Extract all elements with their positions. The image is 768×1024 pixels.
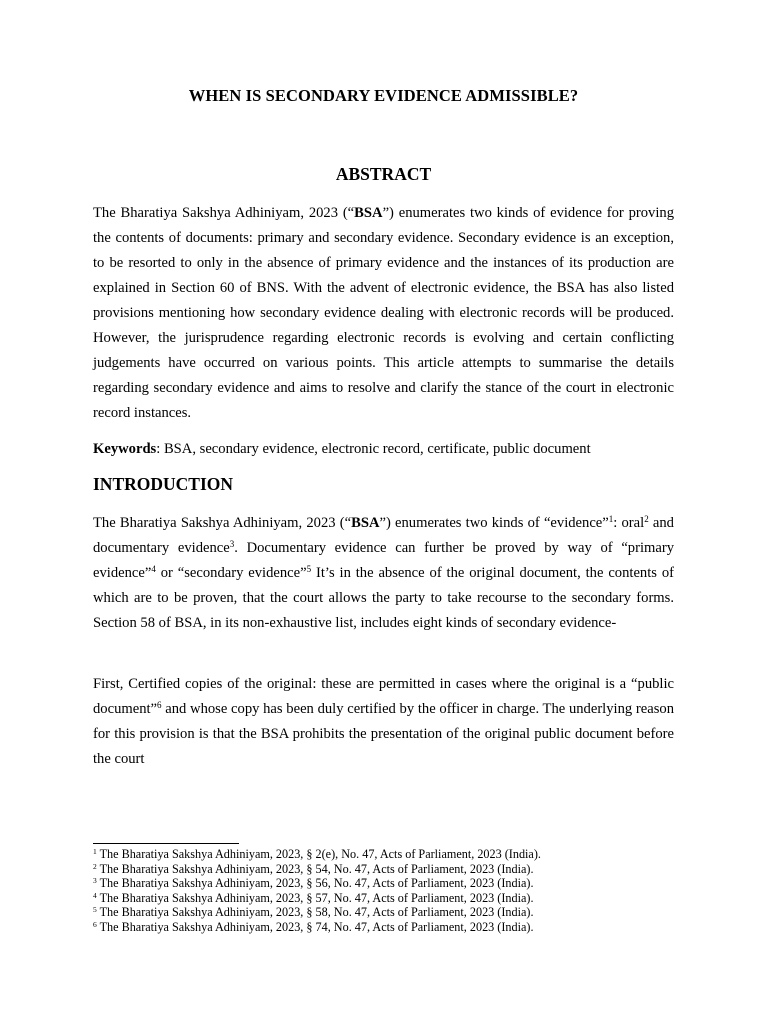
keywords-line: Keywords: BSA, secondary evidence, electronic record, certificate, public document (93, 441, 591, 457)
bsa-bold: BSA (351, 515, 380, 531)
introduction-heading: INTRODUCTION (93, 474, 234, 494)
footnote-item: $^6$ The Bharatiya Sakshya Adhiniyam, 2023, § 74, No. 47, Acts of Parliament, 2023 (India). (93, 919, 534, 934)
footnote-ref[interactable]: 4 (151, 564, 156, 574)
certified-copies-paragraph: First, Certified copies of the original: these are permitted in cases where the original is a “public document”$^6$ and whose copy has been duly certified by the officer in charge. The underlying reason for this provision is that the BSA prohibits the presentation of the original public document before the court (93, 676, 674, 767)
footnote-ref[interactable]: 6 (157, 700, 162, 710)
footnote-ref[interactable]: 1 (608, 514, 614, 524)
abstract-paragraph: The Bharatiya Sakshya Adhiniyam, 2023 (“BSA”) enumerates two kinds of evidence for proving the contents of documents: primary and secondary evidence. Secondary evidence is an exception, to be resorted to only in the absence of primary evidence and the instances of its production are explained in Section 60 of BNS. With the advent of electronic evidence, the BSA has also listed provisions mentioning how secondary evidence dealing with electronic records will be produced. However, the jurisprudence regarding electronic records is evolving and certain conflicting judgements have occurred on various points. This article attempts to summarise the details regarding secondary evidence and aims to resolve and clarify the stance of the court in electronic record instances. (93, 205, 674, 421)
abstract-heading: ABSTRACT (335, 164, 432, 184)
introduction-paragraph: The Bharatiya Sakshya Adhiniyam, 2023 (“BSA”) enumerates two kinds of “evidence”$^1$: oral$^2$ and documentary evidence$^3$. Documentary evidence can further be proved by way of “primary evidence”$^4$ or “secondary evidence”$^5$ It’s in the absence of the original document, the contents of which are to be proven, that the court allows the party to take recourse to the secondary forms. Section 58 of BSA, in its non-exhaustive list, includes eight kinds of secondary evidence- (93, 514, 674, 631)
footnote-item: $^2$ The Bharatiya Sakshya Adhiniyam, 2023, § 54, No. 47, Acts of Parliament, 2023 (India). (93, 861, 534, 876)
footnote-ref[interactable]: 5 (306, 564, 312, 574)
footnote-item: $^3$ The Bharatiya Sakshya Adhiniyam, 2023, § 56, No. 47, Acts of Parliament, 2023 (India). (93, 876, 534, 891)
footnote-item: $^4$ The Bharatiya Sakshya Adhiniyam, 2023, § 57, No. 47, Acts of Parliament, 2023 (India). (93, 890, 534, 905)
footnote-item: $^1$ The Bharatiya Sakshya Adhiniyam, 2023, § 2(e), No. 47, Acts of Parliament, 2023 (India). (93, 847, 541, 861)
bsa-bold: BSA (354, 205, 383, 221)
footnote-separator (93, 843, 239, 844)
document-title: WHEN IS SECONDARY EVIDENCE ADMISSIBLE? (188, 86, 579, 105)
footnote-ref[interactable]: 2 (644, 514, 649, 524)
keywords-label: Keywords (93, 441, 157, 457)
footnote-ref[interactable]: 3 (229, 539, 235, 549)
footnotes-section (93, 847, 693, 935)
footnote-item: $^5$ The Bharatiya Sakshya Adhiniyam, 2023, § 58, No. 47, Acts of Parliament, 2023 (India). (93, 905, 534, 920)
